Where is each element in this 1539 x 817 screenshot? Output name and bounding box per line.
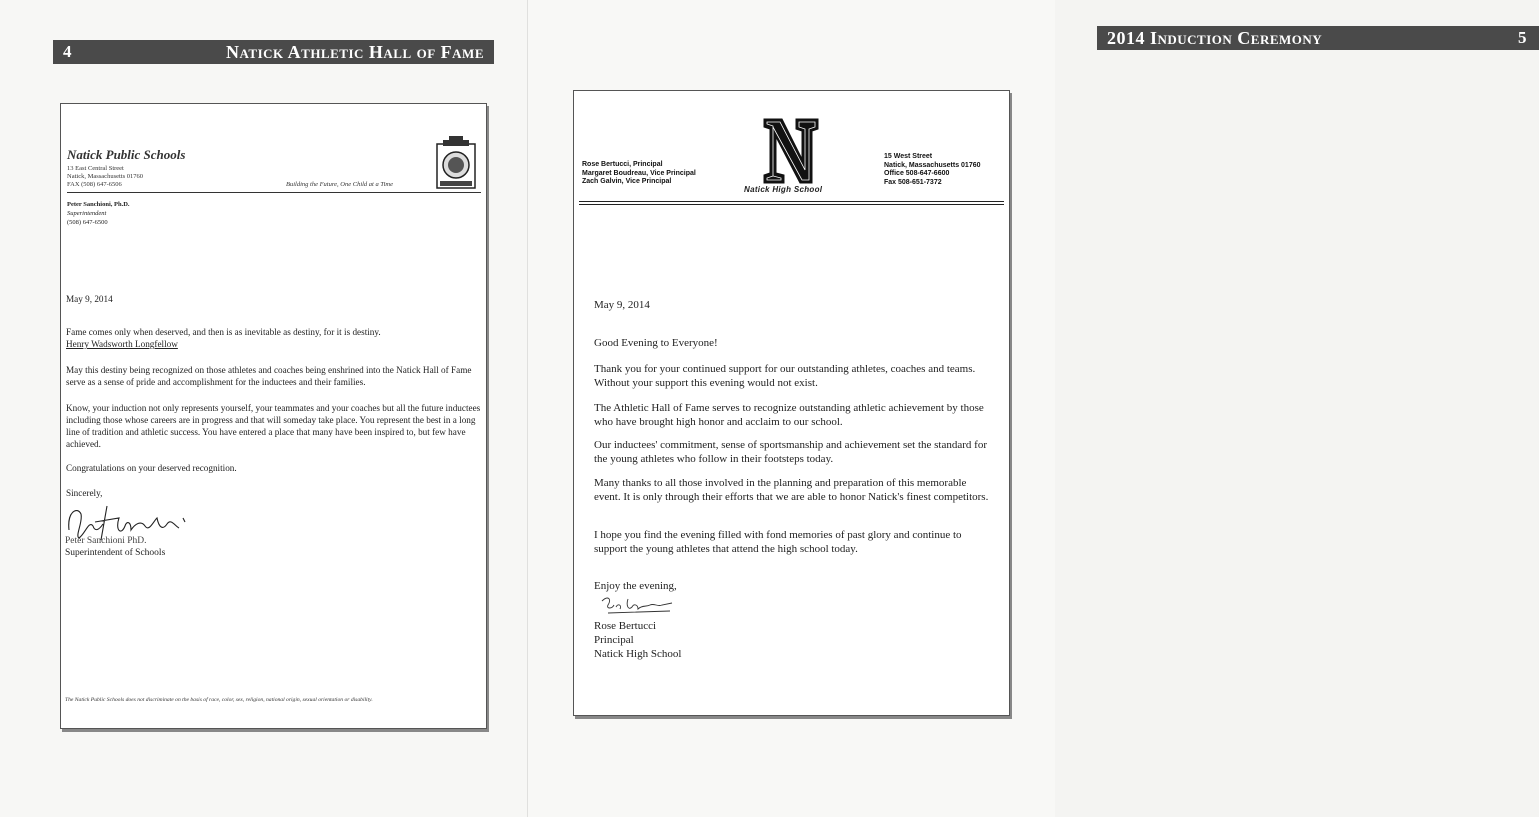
letter-date: May 9, 2014 (594, 299, 650, 311)
superintendent-name: Peter Sanchioni, Ph.D. (67, 201, 130, 208)
principal-signature (598, 593, 678, 617)
page-header-banner (53, 40, 494, 64)
signature-name: Rose Bertucci (594, 620, 657, 632)
nondiscrimination-footer: The Natick Public Schools does not discriminate on the basis of race, color, sex, religion, national origin, sexual orientation or disability. (65, 697, 373, 703)
page-number: 5 (1518, 28, 1527, 47)
staff-vice-principal-2: Zach Galvin, Vice Principal (582, 178, 672, 185)
page-4 (0, 0, 528, 817)
letterhead-divider-double (579, 204, 1004, 205)
letter-closing: Enjoy the evening, (594, 580, 677, 592)
letterhead-address-line1: 13 East Central Street (67, 165, 124, 172)
letterhead-contact (884, 153, 981, 187)
letterhead-motto: Building the Future, One Child at a Time (286, 181, 394, 188)
page-header-title: Natick Athletic Hall of Fame (225, 41, 484, 62)
letter-date: May 9, 2014 (66, 294, 113, 304)
letter-paragraph-3: Congratulations on your deserved recognition. (66, 463, 237, 473)
superintendent-letter (60, 103, 487, 729)
signature-name: Peter Sanchioni PhD. (65, 536, 147, 546)
address-line2: Natick, Massachusetts 01760 (884, 161, 981, 169)
letter-paragraph-3: Our inductees' commitment, sense of sportsmanship and achievement set the standard for the young athletes who follow in their footsteps today. (594, 439, 987, 465)
quote-author: Henry Wadsworth Longfellow (66, 339, 178, 349)
signature-title: Principal (594, 634, 634, 646)
letter-paragraph-2: The Athletic Hall of Fame serves to recognize outstanding athletic achievement by those who have brought high honor and acclaim to our school. (594, 402, 984, 428)
office-phone: Office 508-647-6600 (884, 170, 950, 177)
natick-n-logo-icon (762, 115, 820, 187)
fax-number: Fax 508-651-7372 (884, 178, 942, 186)
address-line1: 15 West Street (884, 153, 933, 160)
longfellow-quote: Fame comes only when deserved, and then is as inevitable as destiny, for it is destiny. (66, 327, 381, 337)
superintendent-title: Superintendent (67, 210, 107, 217)
letter-paragraph-1: May this destiny being recognized on those athletes and coaches being enshrined into the Natick Hall of Fame serve as a sense of pride and accomplishment for the inductees and their families. (66, 365, 472, 387)
letterhead-school-name: Natick Public Schools (67, 147, 186, 162)
letter-greeting: Good Evening to Everyone! (594, 337, 718, 349)
letter-paragraph-5: I hope you find the evening filled with fond memories of past glory and continue to support the young athletes that attend the high school today. (594, 529, 962, 555)
letter-paragraph-4: Many thanks to all those involved in the planning and preparation of this memorable event. It is only through their efforts that we are able to honor Natick's finest competitors. (594, 477, 989, 503)
letterhead-fax: FAX (508) 647-6506 (67, 181, 122, 188)
letterhead-staff-list (582, 161, 696, 187)
superintendent-phone: (508) 647-6500 (67, 219, 108, 226)
letterhead-address-line2: Natick, Massachusetts 01760 (67, 173, 144, 180)
staff-vice-principal-1: Margaret Boudreau, Vice Principal (582, 169, 696, 177)
signature-role: Superintendent of Schools (65, 548, 166, 558)
letter-paragraph-1: Thank you for your continued support for our outstanding athletes, coaches and teams. Without your support this evening would not exist. (594, 363, 976, 389)
signature-school: Natick High School (594, 648, 682, 660)
page-header-title: 2014 Induction Ceremony (1107, 27, 1323, 48)
letterhead-school-name: Natick High School (744, 185, 823, 194)
letterhead-divider (67, 192, 481, 193)
letter-closing: Sincerely, (66, 488, 103, 498)
letter-paragraph-2: Know, your induction not only represents yourself, your teammates and your coaches but all the future inductees including those whose careers are in progress and that will someday take place. You represent the best in a long line of tradition and athletic success. You have entered a place that many have been inspired to, but few have achieved. (66, 403, 481, 449)
page-number: 4 (63, 42, 72, 61)
principal-letter (573, 90, 1010, 716)
letterhead-divider (579, 201, 1004, 202)
school-seal-icon (435, 134, 477, 190)
page-header-banner (1097, 26, 1539, 50)
staff-principal: Rose Bertucci, Principal (582, 161, 663, 168)
